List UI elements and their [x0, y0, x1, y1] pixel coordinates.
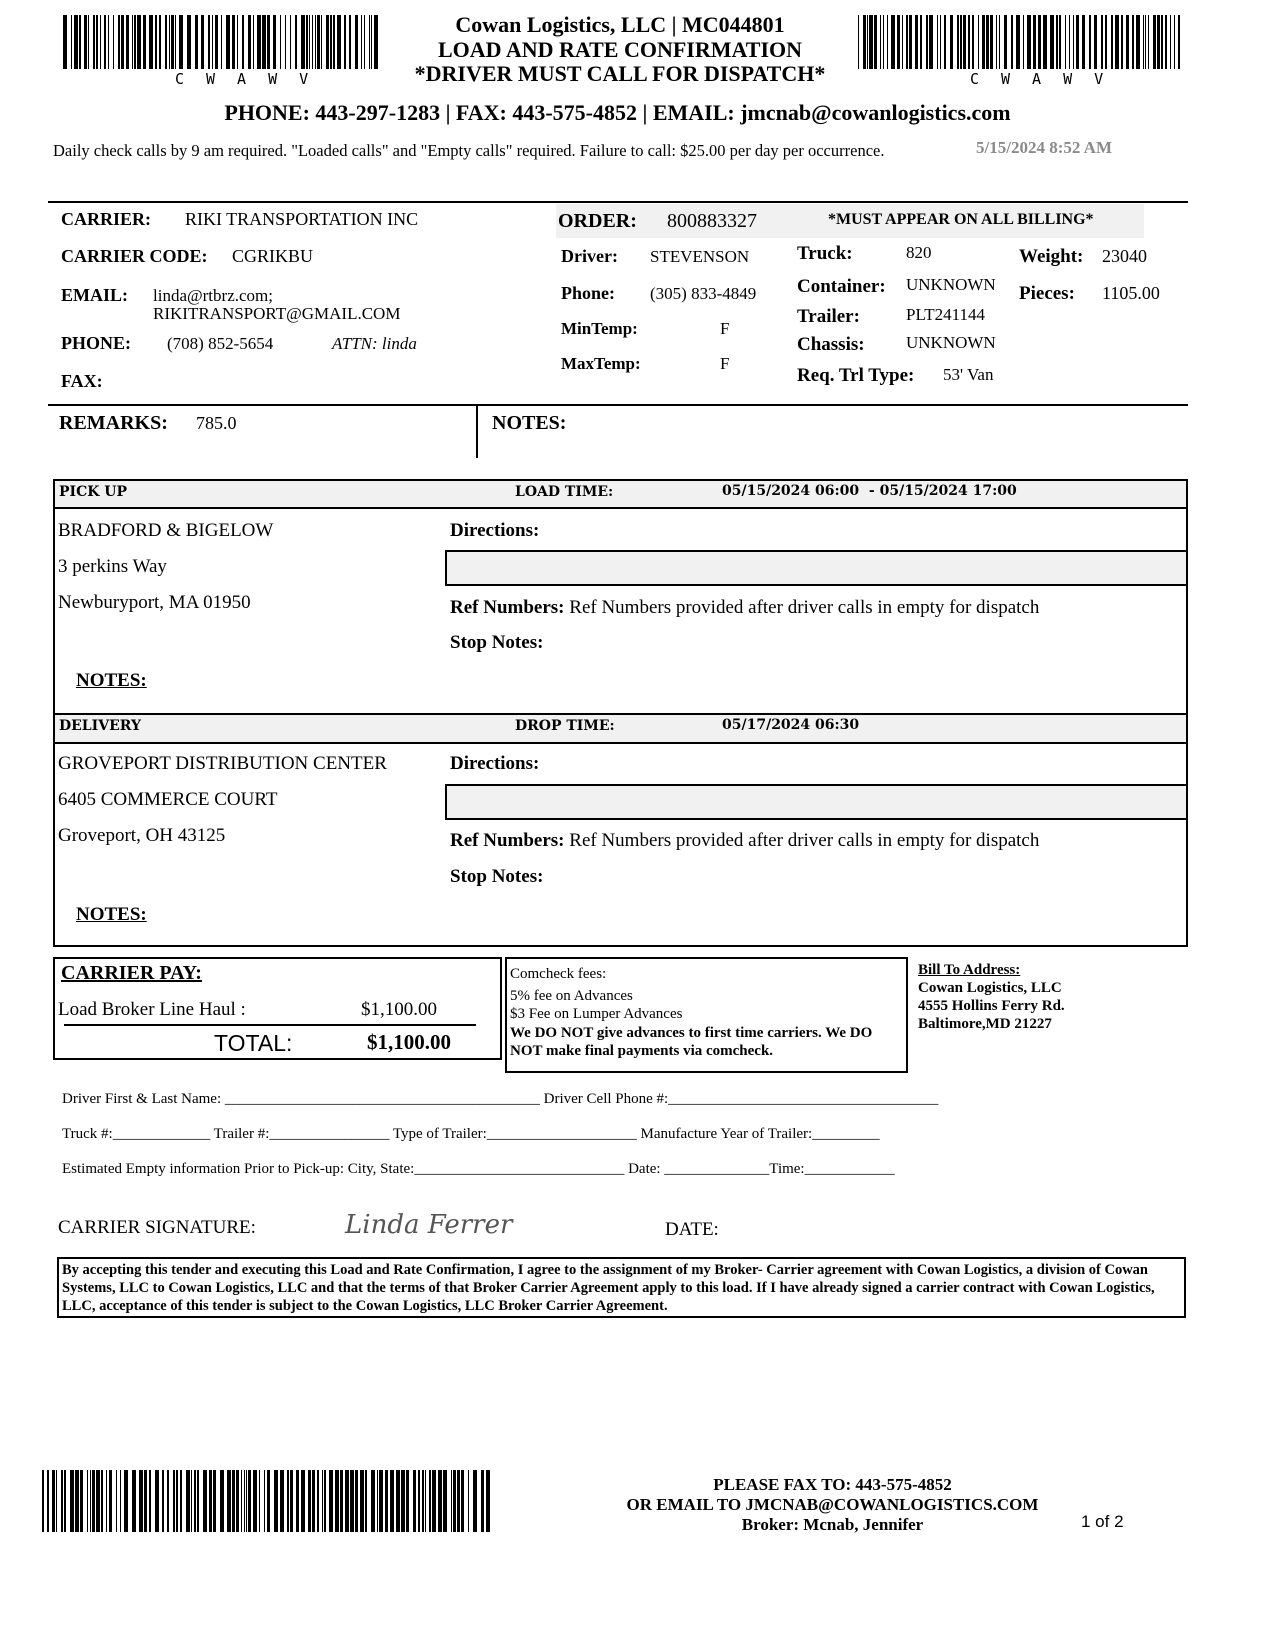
carrier-pay-title: CARRIER PAY:	[61, 962, 202, 984]
pickup-ref-label: Ref Numbers:	[450, 597, 565, 618]
company-name: Cowan Logistics, LLC | MC044801	[455, 12, 785, 37]
pickup-name: BRADFORD & BIGELOW	[58, 520, 274, 541]
weight-label: Weight:	[1019, 246, 1084, 267]
barcode-footer	[42, 1470, 492, 1532]
dispatch-notice: *DRIVER MUST CALL FOR DISPATCH*	[414, 61, 826, 86]
carrier-email-2: RIKITRANSPORT@GMAIL.COM	[153, 304, 401, 323]
pickup-city: Newburyport, MA 01950	[58, 592, 251, 613]
footer-fax: PLEASE FAX TO: 443-575-4852	[713, 1475, 952, 1494]
footer-broker: Broker: Mcnab, Jennifer	[741, 1515, 924, 1534]
signature-label: CARRIER SIGNATURE:	[58, 1217, 256, 1238]
barcode-bar	[1178, 15, 1180, 69]
comcheck-warning: We DO NOT give advances to first time carriers. We DO NOT make final payments via comcheck.	[510, 1025, 873, 1059]
agreement-text: By accepting this tender and executing this Load and Rate Confirmation, I agree to the assignment of my Broker- Carrier agreement with Cowan Logistics, a division of Cowan Systems, LLC to Cowan Logistics, LLC and that the terms of that Broker Carrier Agreement apply to this load. If I have already signed a carrier contract with Cowan Logistics, LLC, acceptance of this tender is subject to the Cowan Logistics, LLC Broker Carrier Agreement.	[62, 1262, 1155, 1314]
pickup-notes-label: NOTES:	[76, 670, 147, 691]
total-rule	[64, 1024, 476, 1026]
carrier-fax-label: FAX:	[61, 371, 103, 391]
delivery-name: GROVEPORT DISTRIBUTION CENTER	[58, 753, 387, 774]
date-label: DATE:	[665, 1219, 719, 1240]
container-value: UNKNOWN	[906, 275, 996, 294]
divider-top	[48, 201, 1188, 203]
delivery-section-label: DELIVERY	[59, 718, 141, 734]
driver-name: STEVENSON	[650, 247, 750, 266]
delivery-stop-notes-label: Stop Notes:	[450, 866, 544, 887]
trailer-label: Trailer:	[797, 306, 860, 327]
req-trailer-type-label: Req. Trl Type:	[797, 365, 915, 386]
delivery-directions-label: Directions:	[450, 753, 540, 774]
barcode-bar	[374, 15, 378, 69]
pickup-ref-value: Ref Numbers provided after driver calls in empty for dispatch	[569, 597, 1040, 618]
load-time-label: LOAD TIME:	[515, 484, 614, 500]
delivery-city: Groveport, OH 43125	[58, 825, 226, 846]
trailer-value: PLT241144	[906, 305, 986, 324]
comcheck-fee-advances: 5% fee on Advances	[510, 988, 633, 1004]
footer-email: OR EMAIL TO JMCNAB@COWANLOGISTICS.COM	[626, 1495, 1039, 1514]
carrier-email-label: EMAIL:	[61, 285, 128, 305]
contact-line: PHONE: 443-297-1283 | FAX: 443-575-4852 | EMAIL: jmcnab@cowanlogistics.com	[224, 100, 1011, 125]
carrier-attn: ATTN: linda	[332, 334, 417, 353]
mintemp-label: MinTemp:	[561, 319, 638, 338]
barcode-left	[63, 15, 378, 69]
req-trailer-type: 53' Van	[943, 365, 994, 384]
drop-time-value: 05/17/2024 06:30	[722, 717, 860, 733]
pickup-address: 3 perkins Way	[58, 556, 167, 577]
timestamp: 5/15/2024 8:52 AM	[976, 138, 1112, 157]
carrier-code: CGRIKBU	[232, 246, 314, 266]
equipment-info-line[interactable]: Truck #:_____________ Trailer #:________________ Type of Trailer:____________________ Manufacture Year of Trailer:_________	[62, 1126, 880, 1142]
pickup-directions-field	[445, 550, 1186, 586]
pickup-stop-notes-label: Stop Notes:	[450, 632, 544, 653]
carrier-signature[interactable]: Linda Ferrer	[345, 1210, 513, 1240]
remarks-separator	[476, 405, 478, 458]
remarks-label: REMARKS:	[59, 412, 168, 434]
check-calls-note: Daily check calls by 9 am required. "Loaded calls" and "Empty calls" required. Failure to call: $25.00 per day per occurrence.	[53, 141, 885, 160]
empty-info-line[interactable]: Estimated Empty information Prior to Pick-up: City, State:____________________________ Date: ______________Time:____________	[62, 1161, 895, 1177]
comcheck-fee-lumper: $3 Fee on Lumper Advances	[510, 1006, 683, 1022]
pickup-ref-numbers	[450, 597, 1039, 619]
carrier-code-label: CARRIER CODE:	[61, 246, 208, 266]
delivery-ref-label: Ref Numbers:	[450, 830, 565, 851]
weight-value: 23040	[1102, 246, 1147, 266]
barcode-right-text: CWAWV	[970, 70, 1126, 88]
pieces-value: 1105.00	[1102, 283, 1160, 303]
truck-label: Truck:	[797, 243, 853, 264]
remarks-value: 785.0	[196, 413, 237, 433]
carrier-name: RIKI TRANSPORTATION INC	[185, 209, 419, 229]
drop-time-label: DROP TIME:	[515, 718, 615, 734]
truck-number: 820	[906, 243, 932, 262]
delivery-ref-value: Ref Numbers provided after driver calls in empty for dispatch	[569, 830, 1040, 851]
bill-to-line1: Cowan Logistics, LLC	[918, 980, 1062, 996]
delivery-ref-numbers	[450, 830, 1039, 852]
page-number: 1 of 2	[1081, 1512, 1124, 1531]
driver-phone-label: Phone:	[561, 283, 615, 303]
pickup-section-label: PICK UP	[59, 484, 127, 500]
maxtemp-value: F	[720, 354, 730, 373]
driver-info-line[interactable]: Driver First & Last Name: __________________________________________ Driver Cell Phone #:____________________________________	[62, 1091, 939, 1107]
bill-to-title: Bill To Address:	[918, 962, 1021, 978]
total-label: TOTAL:	[214, 1030, 293, 1056]
container-label: Container:	[797, 276, 886, 297]
delivery-address: 6405 COMMERCE COURT	[58, 789, 278, 810]
bill-to-line2: 4555 Hollins Ferry Rd.	[918, 998, 1065, 1014]
delivery-directions-field	[445, 784, 1186, 820]
order-number: 800883327	[667, 210, 757, 232]
barcode-bar	[490, 1470, 492, 1532]
line-haul-value: $1,100.00	[361, 999, 437, 1020]
line-haul-label: Load Broker Line Haul :	[58, 999, 246, 1020]
pickup-directions-label: Directions:	[450, 520, 540, 541]
pieces-label: Pieces:	[1019, 283, 1075, 304]
chassis-label: Chassis:	[797, 334, 865, 355]
billing-note: *MUST APPEAR ON ALL BILLING*	[828, 211, 1094, 228]
divider-remarks	[48, 404, 1188, 406]
document-title: LOAD AND RATE CONFIRMATION	[437, 37, 803, 62]
delivery-notes-label: NOTES:	[76, 904, 147, 925]
load-time-value: 05/15/2024 06:00 - 05/15/2024 17:00	[722, 483, 1017, 499]
bill-to-line3: Baltimore,MD 21227	[918, 1016, 1052, 1032]
delivery-header	[55, 713, 1186, 744]
barcode-right	[858, 15, 1180, 69]
comcheck-title: Comcheck fees:	[510, 966, 607, 982]
carrier-phone: (708) 852-5654	[167, 334, 274, 353]
driver-label: Driver:	[561, 246, 618, 266]
order-label: ORDER:	[558, 210, 637, 232]
carrier-email-1: linda@rtbrz.com;	[153, 286, 273, 305]
mintemp-value: F	[720, 319, 730, 338]
maxtemp-label: MaxTemp:	[561, 354, 641, 373]
total-value: $1,100.00	[367, 1030, 451, 1054]
remarks-notes-label: NOTES:	[492, 412, 567, 434]
chassis-value: UNKNOWN	[906, 333, 996, 352]
barcode-left-text: CWAWV	[175, 70, 331, 88]
carrier-label: CARRIER:	[61, 209, 151, 229]
carrier-phone-label: PHONE:	[61, 333, 131, 353]
driver-phone: (305) 833-4849	[650, 284, 757, 303]
